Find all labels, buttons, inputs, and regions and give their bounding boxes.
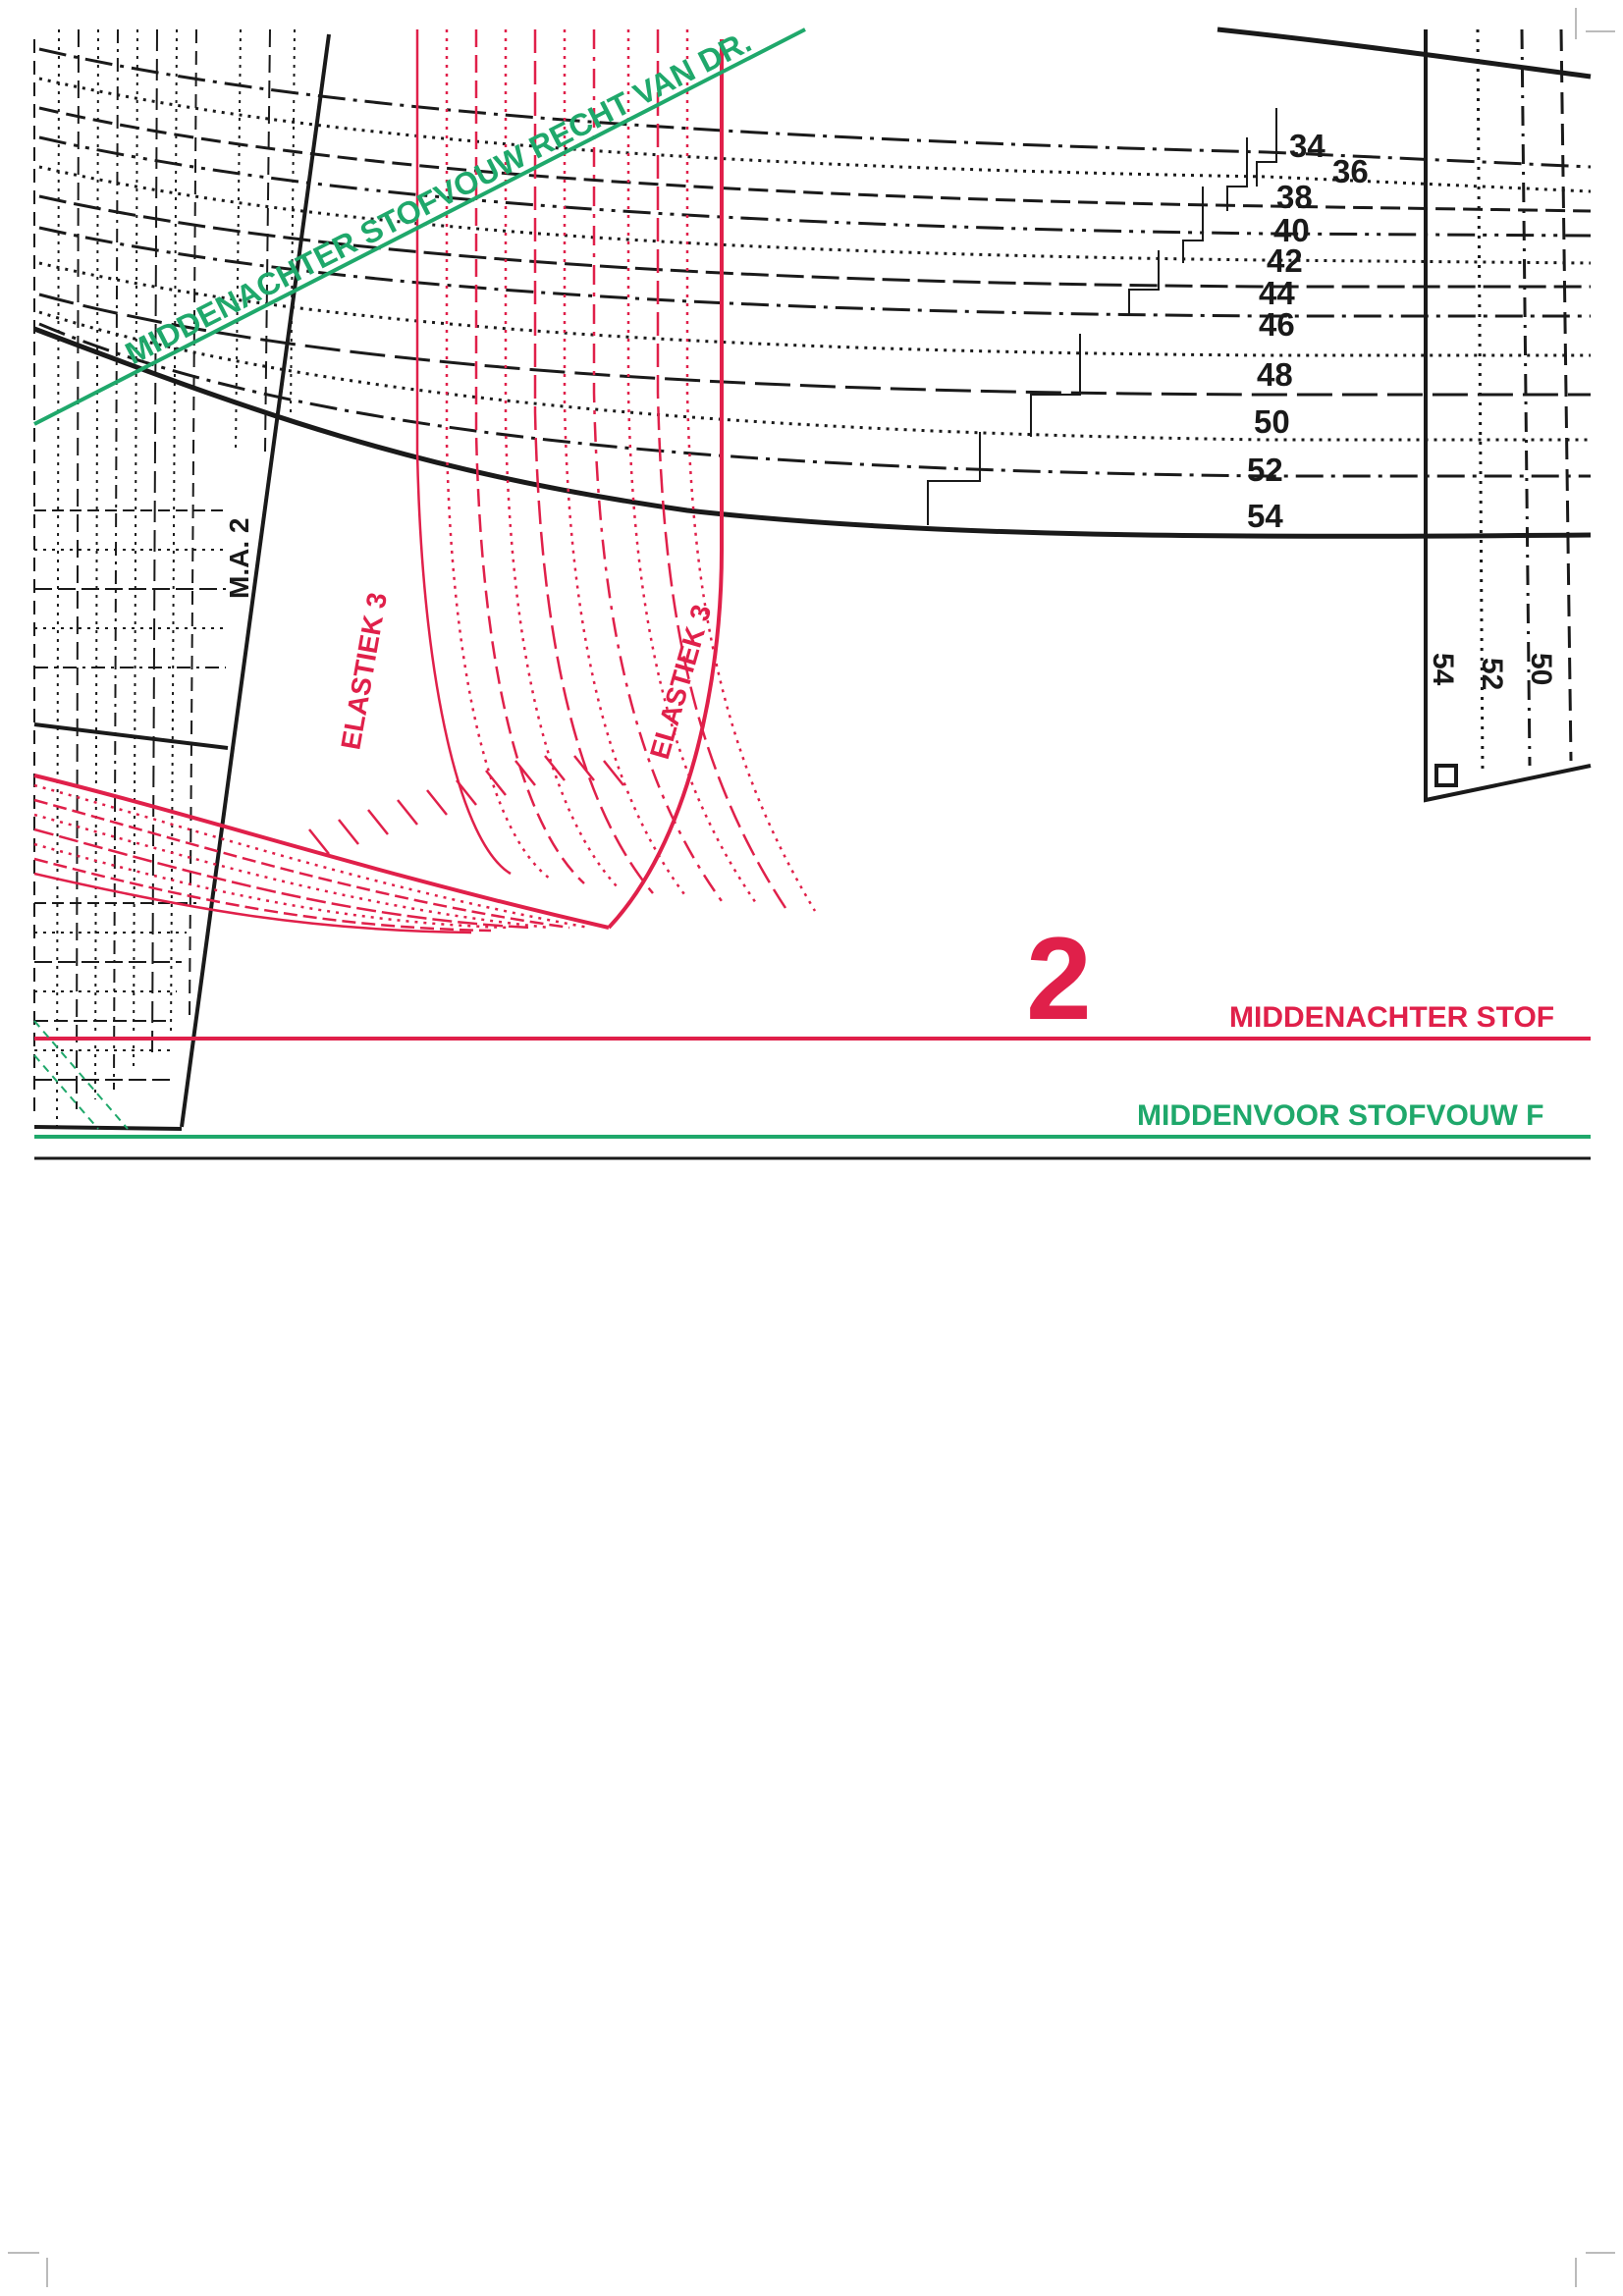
notch-square [1436, 766, 1456, 785]
size-label: 36 [1332, 153, 1369, 189]
size-label: 42 [1267, 242, 1303, 279]
size-label: 52 [1247, 452, 1283, 488]
size-label: 54 [1247, 498, 1283, 534]
size-label: 34 [1289, 128, 1325, 164]
size-label: 50 [1254, 403, 1290, 440]
size-label: 44 [1259, 275, 1295, 311]
elastiek-right-label: ELASTIEK 3 [643, 601, 718, 763]
crop-marks [8, 8, 1615, 2287]
side-size-label: 52 [1476, 658, 1508, 691]
elastiek-left-label: ELASTIEK 3 [335, 590, 394, 753]
size-labels [1247, 128, 1369, 534]
side-size-label: 54 [1427, 653, 1459, 686]
front-fold-label: MIDDENVOOR STOFVOUW F [1137, 1099, 1544, 1132]
piece-number: 2 [1026, 913, 1092, 1044]
back-fold-label: MIDDENACHTER STOF [1229, 1001, 1555, 1034]
size-label: 46 [1259, 306, 1295, 343]
size-label: 48 [1257, 356, 1293, 393]
size-label: 38 [1276, 179, 1313, 215]
size-label: 40 [1273, 212, 1310, 248]
side-size-label: 50 [1525, 653, 1557, 686]
side-size-labels [1427, 653, 1557, 690]
ma-label: M.A. 2 [224, 517, 254, 599]
fold-back-diagonal-label: MIDDENACHTER STOFVOUW RECHT VAN DR. [119, 23, 757, 372]
